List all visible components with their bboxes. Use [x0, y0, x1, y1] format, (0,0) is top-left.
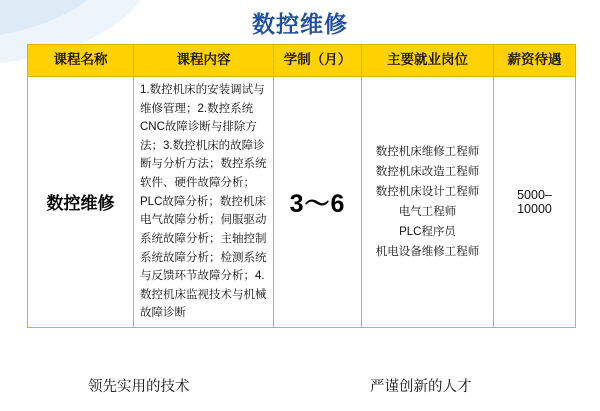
cell-course-name: 数控维修	[28, 76, 134, 327]
column-header-course-name: 课程名称	[28, 45, 134, 77]
job-item: 机电设备维修工程师	[375, 246, 480, 259]
footer-slogan-left: 领先实用的技术	[88, 379, 190, 395]
job-item: 数控机床改造工程师	[375, 165, 480, 178]
job-item: 数控机床设计工程师	[375, 185, 480, 198]
cell-salary: 5000–10000	[494, 76, 576, 327]
job-item: 电气工程师	[398, 205, 457, 218]
job-item: 数控机床维修工程师	[375, 145, 480, 158]
column-header-course-content: 课程内容	[134, 45, 274, 77]
job-item: PLC程序员	[399, 226, 456, 239]
column-header-salary: 薪资待遇	[494, 45, 576, 77]
footer	[0, 375, 600, 405]
course-table	[27, 44, 576, 328]
table-header-row	[28, 45, 576, 77]
column-header-jobs: 主要就业岗位	[362, 45, 494, 77]
cell-course-content: 1.数控机床的安装调试与维修管理；2.数控系统CNC故障诊断与排除方法；3.数控机床的故障诊断与分析方法；数控系统软件、硬件故障分析；PLC故障分析；数控机床电气故障分析；伺服驱动系统故障分析；主轴控制系统故障分析；检测系统与反馈环节故障分析；4.数控机床监视技术与机械故障诊断	[134, 76, 274, 327]
column-header-term: 学制（月）	[274, 45, 362, 77]
table-row	[28, 76, 576, 327]
course-table-container	[27, 44, 575, 328]
page-title: 数控维修	[252, 11, 348, 37]
footer-slogan-right: 严谨创新的人才	[370, 379, 472, 395]
cell-jobs	[362, 76, 494, 327]
cell-term: 3～6	[274, 76, 362, 327]
